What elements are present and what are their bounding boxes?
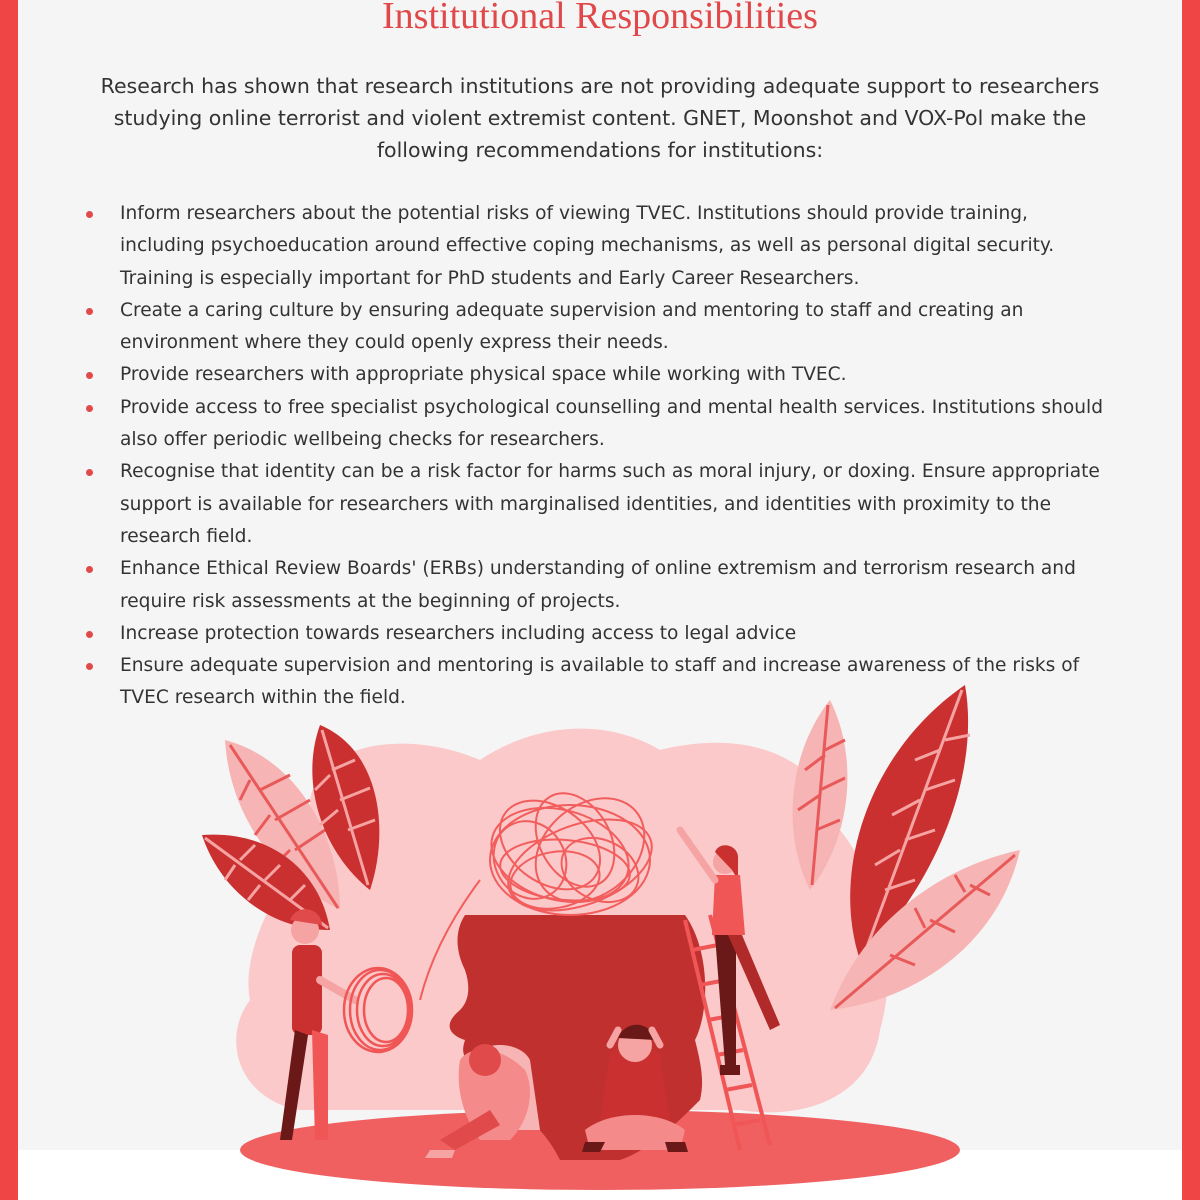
bullet-icon [86,405,93,412]
mental-health-illustration [180,680,1040,1200]
left-border [0,0,18,1200]
list-item [86,295,1116,360]
list-item [86,198,1116,295]
recommendation-text: Provide researchers with appropriate physical space while working with TVEC. [120,364,847,386]
bullet-icon [86,566,93,573]
list-item [86,359,1116,391]
recommendation-text: Enhance Ethical Review Boards' (ERBs) understanding of online extremism and terrorism research and require risk assessments at the beginning of projects. [120,558,1076,612]
recommendation-text: Inform researchers about the potential risks of viewing TVEC. Institutions should provide training, including psychoeducation around effective coping mechanisms, as well as personal digital security. Training is especially important for PhD students and Early Career Researchers. [120,203,1055,289]
recommendation-text: Increase protection towards researchers including access to legal advice [120,622,797,644]
list-item [86,553,1116,618]
recommendation-text: Create a caring culture by ensuring adequate supervision and mentoring to staff and creating an environment where they could openly express their needs. [120,299,1024,354]
recommendation-text: Ensure adequate supervision and mentoring is available to staff and increase awareness of the risks of TVEC research within the field. [120,655,1080,709]
bullet-icon [86,631,93,638]
page-title: Institutional Responsibilities [382,0,818,37]
bullet-icon [86,308,93,315]
recommendations-list [86,198,1116,715]
bullet-icon [86,663,93,670]
intro-paragraph: Research has shown that research institutions are not providing adequate support to researchers studying online terrorist and violent extremist content. GNET, Moonshot and VOX-Pol make the following recommendations for institutions: [100,74,1100,162]
list-item [86,392,1116,457]
list-item [86,618,1116,650]
list-item [86,456,1116,553]
bullet-icon [86,211,93,218]
bullet-icon [86,372,93,379]
bullet-icon [86,469,93,476]
recommendation-text: Provide access to free specialist psychological counselling and mental health services. Institutions should also offer periodic wellbeing checks for researchers. [120,396,1104,451]
right-border [1182,0,1200,1200]
recommendation-text: Recognise that identity can be a risk factor for harms such as moral injury, or doxing. Ensure appropriate support is available for researchers with marginalised identities, and identities with proximity to the research field. [120,461,1100,547]
